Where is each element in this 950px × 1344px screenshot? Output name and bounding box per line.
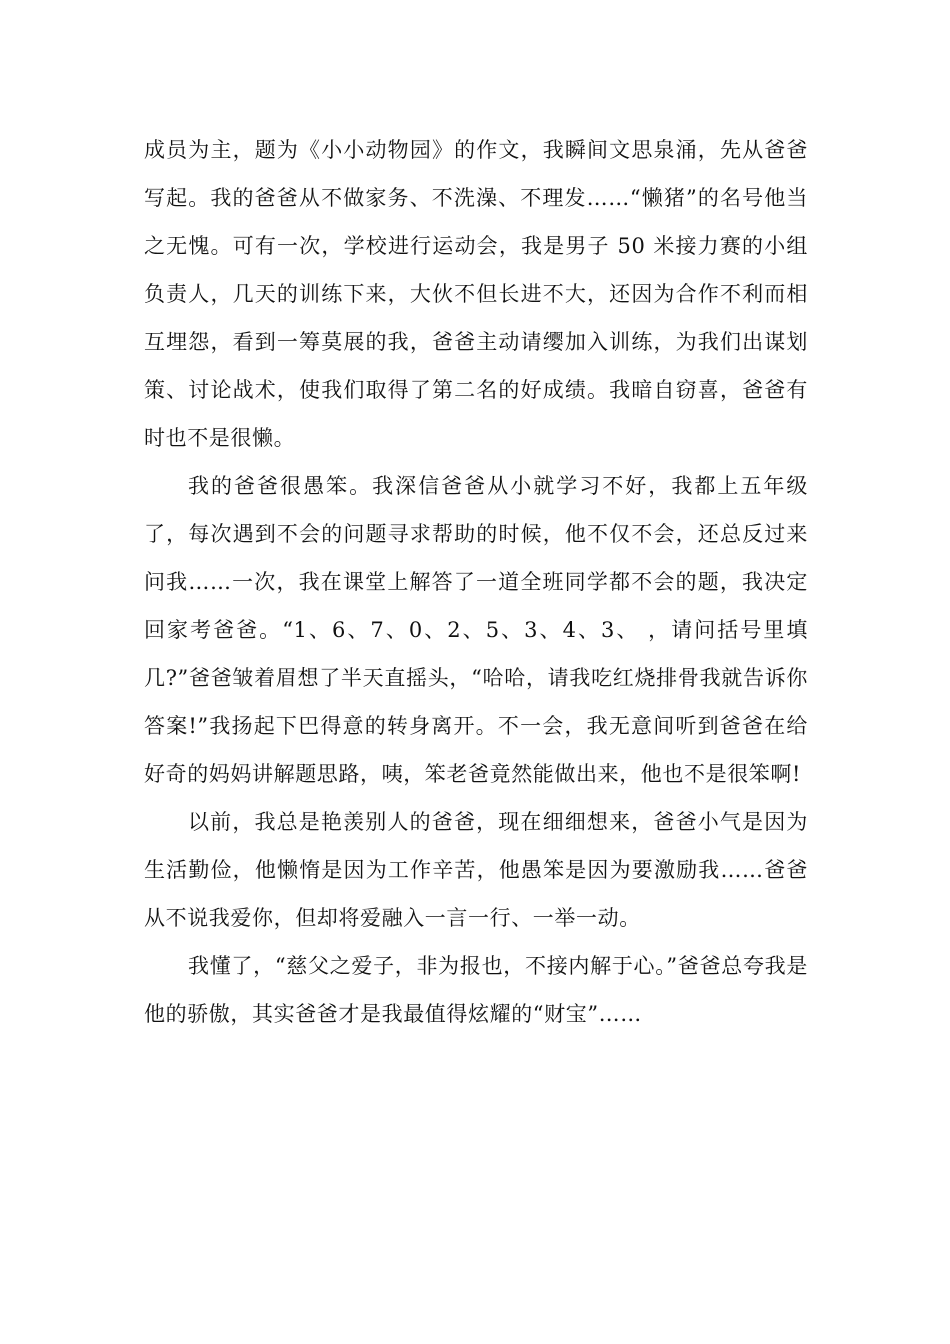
essay-body bbox=[144, 126, 808, 1038]
paragraph-3: 以前，我总是艳羡别人的爸爸，现在细细想来，爸爸小气是因为生活勤俭，他懒惰是因为工作辛苦，他愚笨是因为要激励我……爸爸从不说我爱你，但却将爱融入一言一行、一举一动。 bbox=[144, 810, 808, 930]
paragraph-4: 我懂了，“慈父之爱子，非为报也，不接内解于心。”爸爸总夸我是他的骄傲，其实爸爸才是我最值得炫耀的“财宝”…… bbox=[144, 954, 808, 1026]
paragraph-2: 我的爸爸很愚笨。我深信爸爸从小就学习不好，我都上五年级了，每次遇到不会的问题寻求帮助的时候，他不仅不会，还总反过来问我……一次，我在课堂上解答了一道全班同学都不会的题，我决定回家考爸爸。“1、6、7、0、2、5、3、4、3、 ，请问括号里填几?”爸爸皱着眉想了半天直摇头，“哈哈，请我吃红烧排骨我就告诉你答案!”我扬起下巴得意的转身离开。不一会，我无意间听到爸爸在给好奇的妈妈讲解题思路，咦，笨老爸竟然能做出来，他也不是很笨啊! bbox=[144, 474, 808, 786]
paragraph-1: 成员为主，题为《小小动物园》的作文，我瞬间文思泉涌，先从爸爸写起。我的爸爸从不做家务、不洗澡、不理发……“懒猪”的名号他当之无愧。可有一次，学校进行运动会，我是男子 50 米接力赛的小组负责人，几天的训练下来，大伙不但长进不大，还因为合作不利而相互埋怨，看到一筹莫展的我，爸爸主动请缨加入训练，为我们出谋划策、讨论战术，使我们取得了第二名的好成绩。我暗自窃喜，爸爸有时也不是很懒。 bbox=[144, 138, 808, 450]
